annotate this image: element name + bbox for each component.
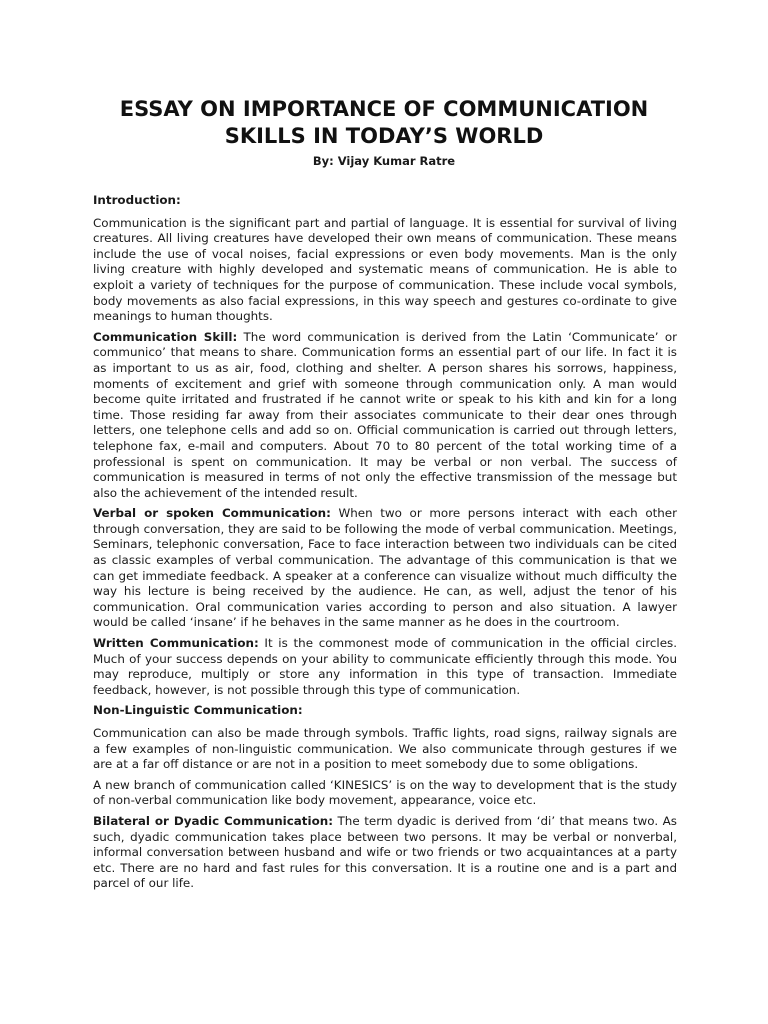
kinesics-paragraph: A new branch of communication called ‘KINESICS’ is on the way to development that is the study of non-verbal communication like body movement, appearance, voice etc. (93, 777, 677, 808)
verbal-communication-text: When two or more persons interact with each other through conversation, they are said to be following the mode of verbal communication. Meetings, Seminars, telephonic conversation, Face to face interaction between two individuals can be cited as classic examples of verbal communication. The advantage of this communication is that we can get immediate feedback. A speaker at a conference can visualize without much difficulty the way his lecture is being received by the audience. He can, as well, adjust the tenor of his communication. Oral communication varies according to person and also situation. A lawyer would be called ‘insane’ if he behaves in the same manner as he does in the courtroom. (93, 506, 678, 630)
introduction-paragraph: Communication is the significant part and partial of language. It is essential for survival of living creatures. All living creatures have developed their own means of communication. These means include the use of vocal noises, facial expressions or even body movements. Man is the only living creature with highly developed and systematic means of communication. He is able to exploit a variety of techniques for the purpose of communication. These include vocal symbols, body movements as also facial expressions, in this way speech and gestures co-ordinate to give meanings to human thoughts. (93, 215, 677, 324)
essay-body (93, 193, 677, 897)
verbal-communication-heading: Verbal or spoken Communication: (93, 506, 331, 521)
title-line-1: ESSAY ON IMPORTANCE OF COMMUNICATION (119, 97, 649, 121)
author-byline: By: Vijay Kumar Ratre (312, 154, 456, 168)
written-communication-text: It is the commonest mode of communication in the official circles. Much of your success depends on your ability to communicate efficiently through this mode. You may reproduce, multiply or store any information in this type of transaction. Immediate feedback, however, is not possible through this type of communication. (93, 636, 677, 697)
communication-skill-paragraph (93, 330, 677, 502)
dyadic-communication-text: The term dyadic is derived from ‘di’ that means two. As such, dyadic communication takes place between two persons. It may be verbal or nonverbal, informal conversation between husband and wife or two friends or two acquaintances at a party etc. There are no hard and fast rules for this conversation. It is a routine one and is a part and parcel of our life. (93, 813, 678, 891)
dyadic-communication-paragraph (93, 814, 677, 892)
title-line-2: SKILLS IN TODAY’S WORLD (224, 124, 544, 148)
written-communication-paragraph (93, 636, 677, 698)
page-title (0, 96, 768, 150)
communication-skill-text: The word communication is derived from the Latin ‘Communicate’ or communico’ that means to share. Communication forms an essential part of our life. In fact it is as important to us as air, food, clothing and shelter. A person shares his sorrows, happiness, moments of excitement and grief with someone through communication only. A man would become quite irritated and frustrated if he cannot write or speak to his kith and kin for a long time. Those residing far away from their associates communicate to their dear ones through letters, one telephone cells and add so on. Official communication is carried out through letters, telephone fax, e-mail and computers. About 70 to 80 percent of the total working time of a professional is spent on communication. It may be verbal or non verbal. The success of communication is measured in terms of not only the effective transmission of the message but also the achievement of the intended result. (93, 329, 677, 500)
non-linguistic-paragraph: Communication can also be made through symbols. Traffic lights, road signs, railway signals are a few examples of non-linguistic communication. We also communicate through gestures if we are at a far off distance or are not in a position to meet somebody due to some obligations. (93, 726, 677, 772)
introduction-heading: Introduction: (93, 193, 181, 207)
verbal-communication-paragraph (93, 506, 677, 631)
non-linguistic-heading: Non-Linguistic Communication: (93, 703, 303, 718)
dyadic-communication-heading: Bilateral or Dyadic Communication: (93, 813, 333, 828)
written-communication-heading: Written Communication: (93, 636, 259, 651)
communication-skill-heading: Communication Skill: (93, 329, 238, 344)
